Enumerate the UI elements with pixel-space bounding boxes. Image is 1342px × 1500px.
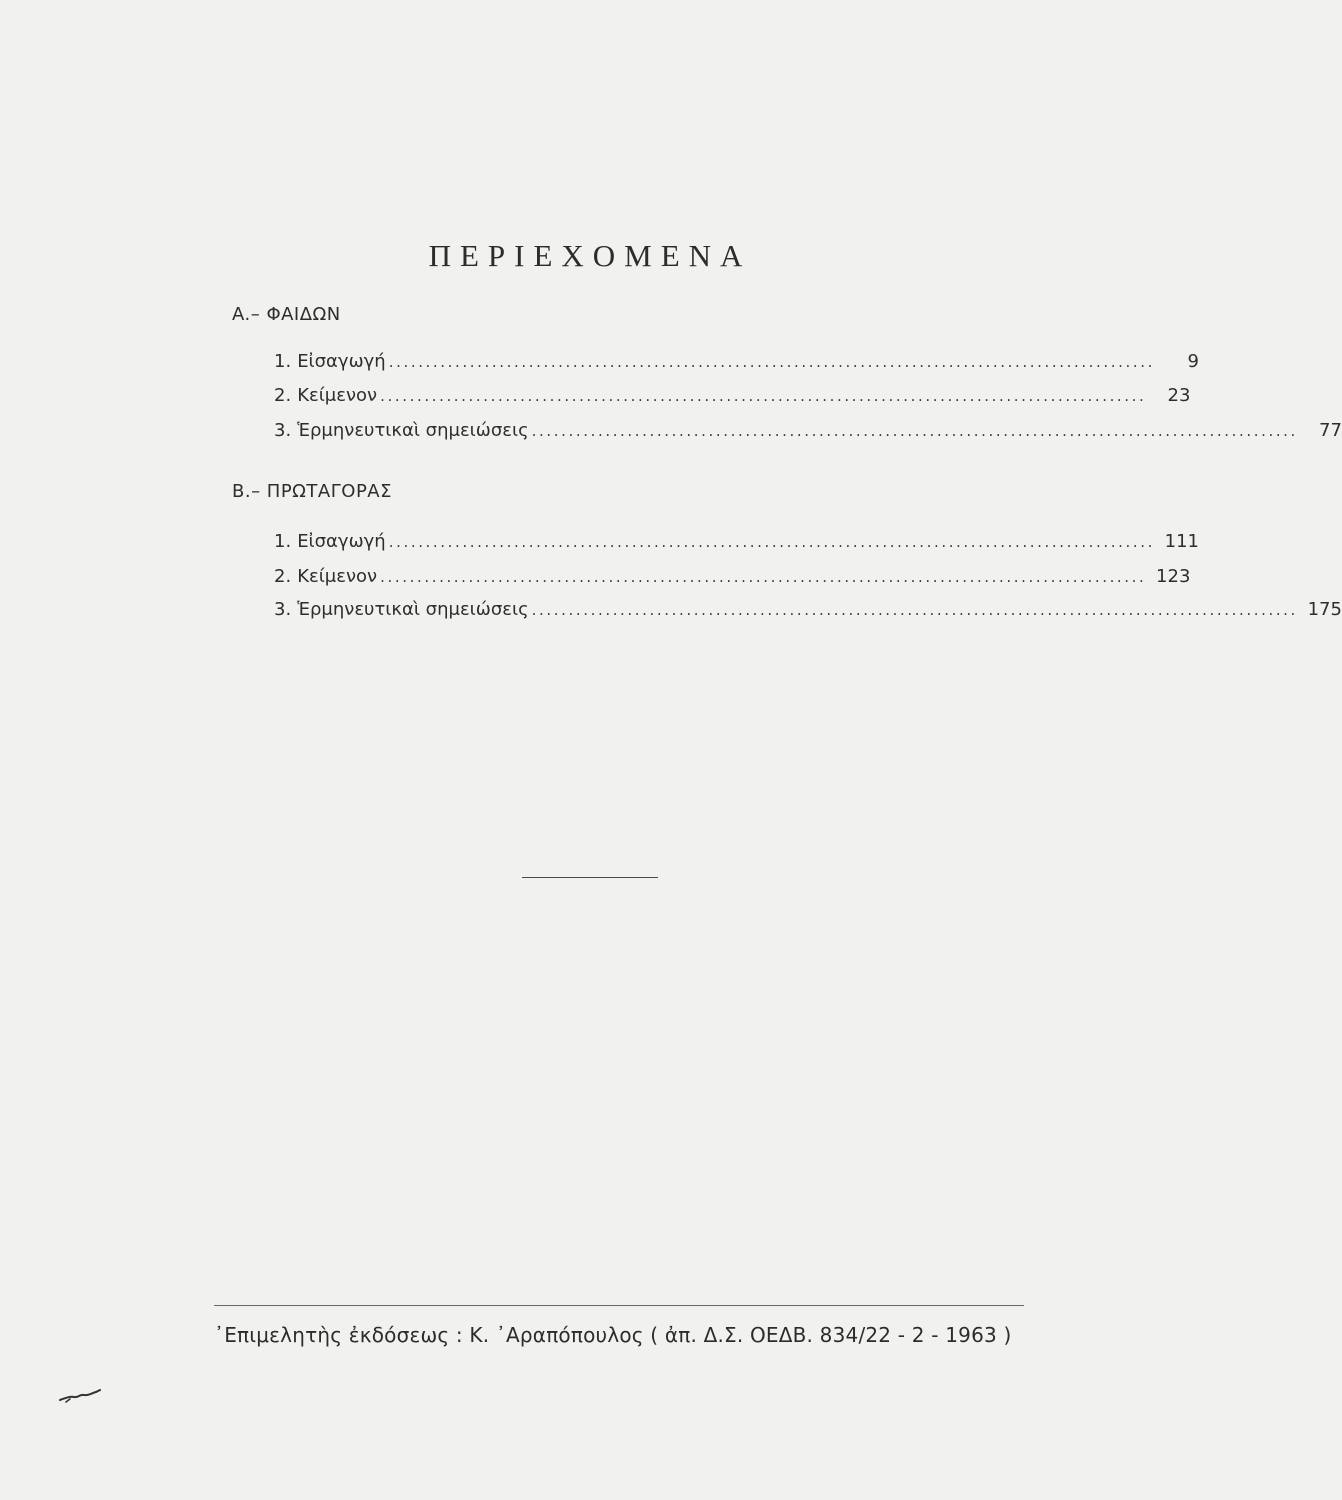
toc-entry — [274, 598, 1342, 622]
dot-leader: ........................................................................................................ — [531, 422, 1298, 440]
toc-entry-number: 1. — [274, 351, 292, 372]
toc-entry-page: 9 — [1187, 351, 1199, 372]
footer-rule — [214, 1305, 1024, 1306]
toc-entry-page: 111 — [1164, 531, 1199, 552]
dot-leader: ........................................................................................................ — [531, 601, 1298, 619]
toc-entry-number: 3. — [274, 599, 292, 620]
pen-mark-icon — [58, 1384, 106, 1406]
toc-entry-label: Κείμενον — [297, 385, 378, 406]
toc-entry-page: 23 — [1167, 385, 1191, 406]
toc-entry-number: 3. — [274, 420, 292, 441]
dot-leader: ........................................................................................................ — [380, 387, 1147, 405]
toc-entry-label: Εἰσαγωγή — [297, 351, 386, 372]
section-heading-b: B.– ΠΡΩΤΑΓΟΡΑΣ — [232, 481, 392, 502]
dot-leader: ........................................................................................................ — [380, 568, 1147, 586]
toc-entry-number: 1. — [274, 531, 292, 552]
page-title: ΠΕΡΙΕΧΟΜΕΝΑ — [428, 238, 752, 273]
toc-entry-page: 123 — [1156, 566, 1191, 587]
toc-entry-number: 2. — [274, 566, 292, 587]
toc-entry-label: Κείμενον — [297, 566, 378, 587]
toc-entry — [274, 384, 1191, 408]
section-heading-a: A.– ΦΑΙΔΩΝ — [232, 304, 341, 325]
toc-entry — [274, 419, 1342, 443]
toc-entry — [274, 565, 1191, 589]
separator-rule — [522, 877, 658, 878]
toc-entry-label: Ἑρμηνευτικαὶ σημειώσεις — [297, 420, 529, 441]
dot-leader: ........................................................................................................ — [388, 353, 1155, 371]
toc-entry — [274, 530, 1199, 554]
footer-credit: ᾿Επιμελητὴς ἐκδόσεως : Κ. ᾿Αραπόπουλος ( ἀπ. Δ.Σ. ΟΕΔΒ. 834/22 - 2 - 1963 ) — [214, 1323, 1012, 1347]
dot-leader: ........................................................................................................ — [388, 533, 1155, 551]
toc-entry-page: 175 — [1307, 599, 1342, 620]
toc-entry — [274, 350, 1199, 374]
toc-entry-page: 77 — [1319, 420, 1342, 441]
toc-entry-label: Ἑρμηνευτικαὶ σημειώσεις — [297, 599, 529, 620]
toc-entry-label: Εἰσαγωγή — [297, 531, 386, 552]
toc-entry-number: 2. — [274, 385, 292, 406]
